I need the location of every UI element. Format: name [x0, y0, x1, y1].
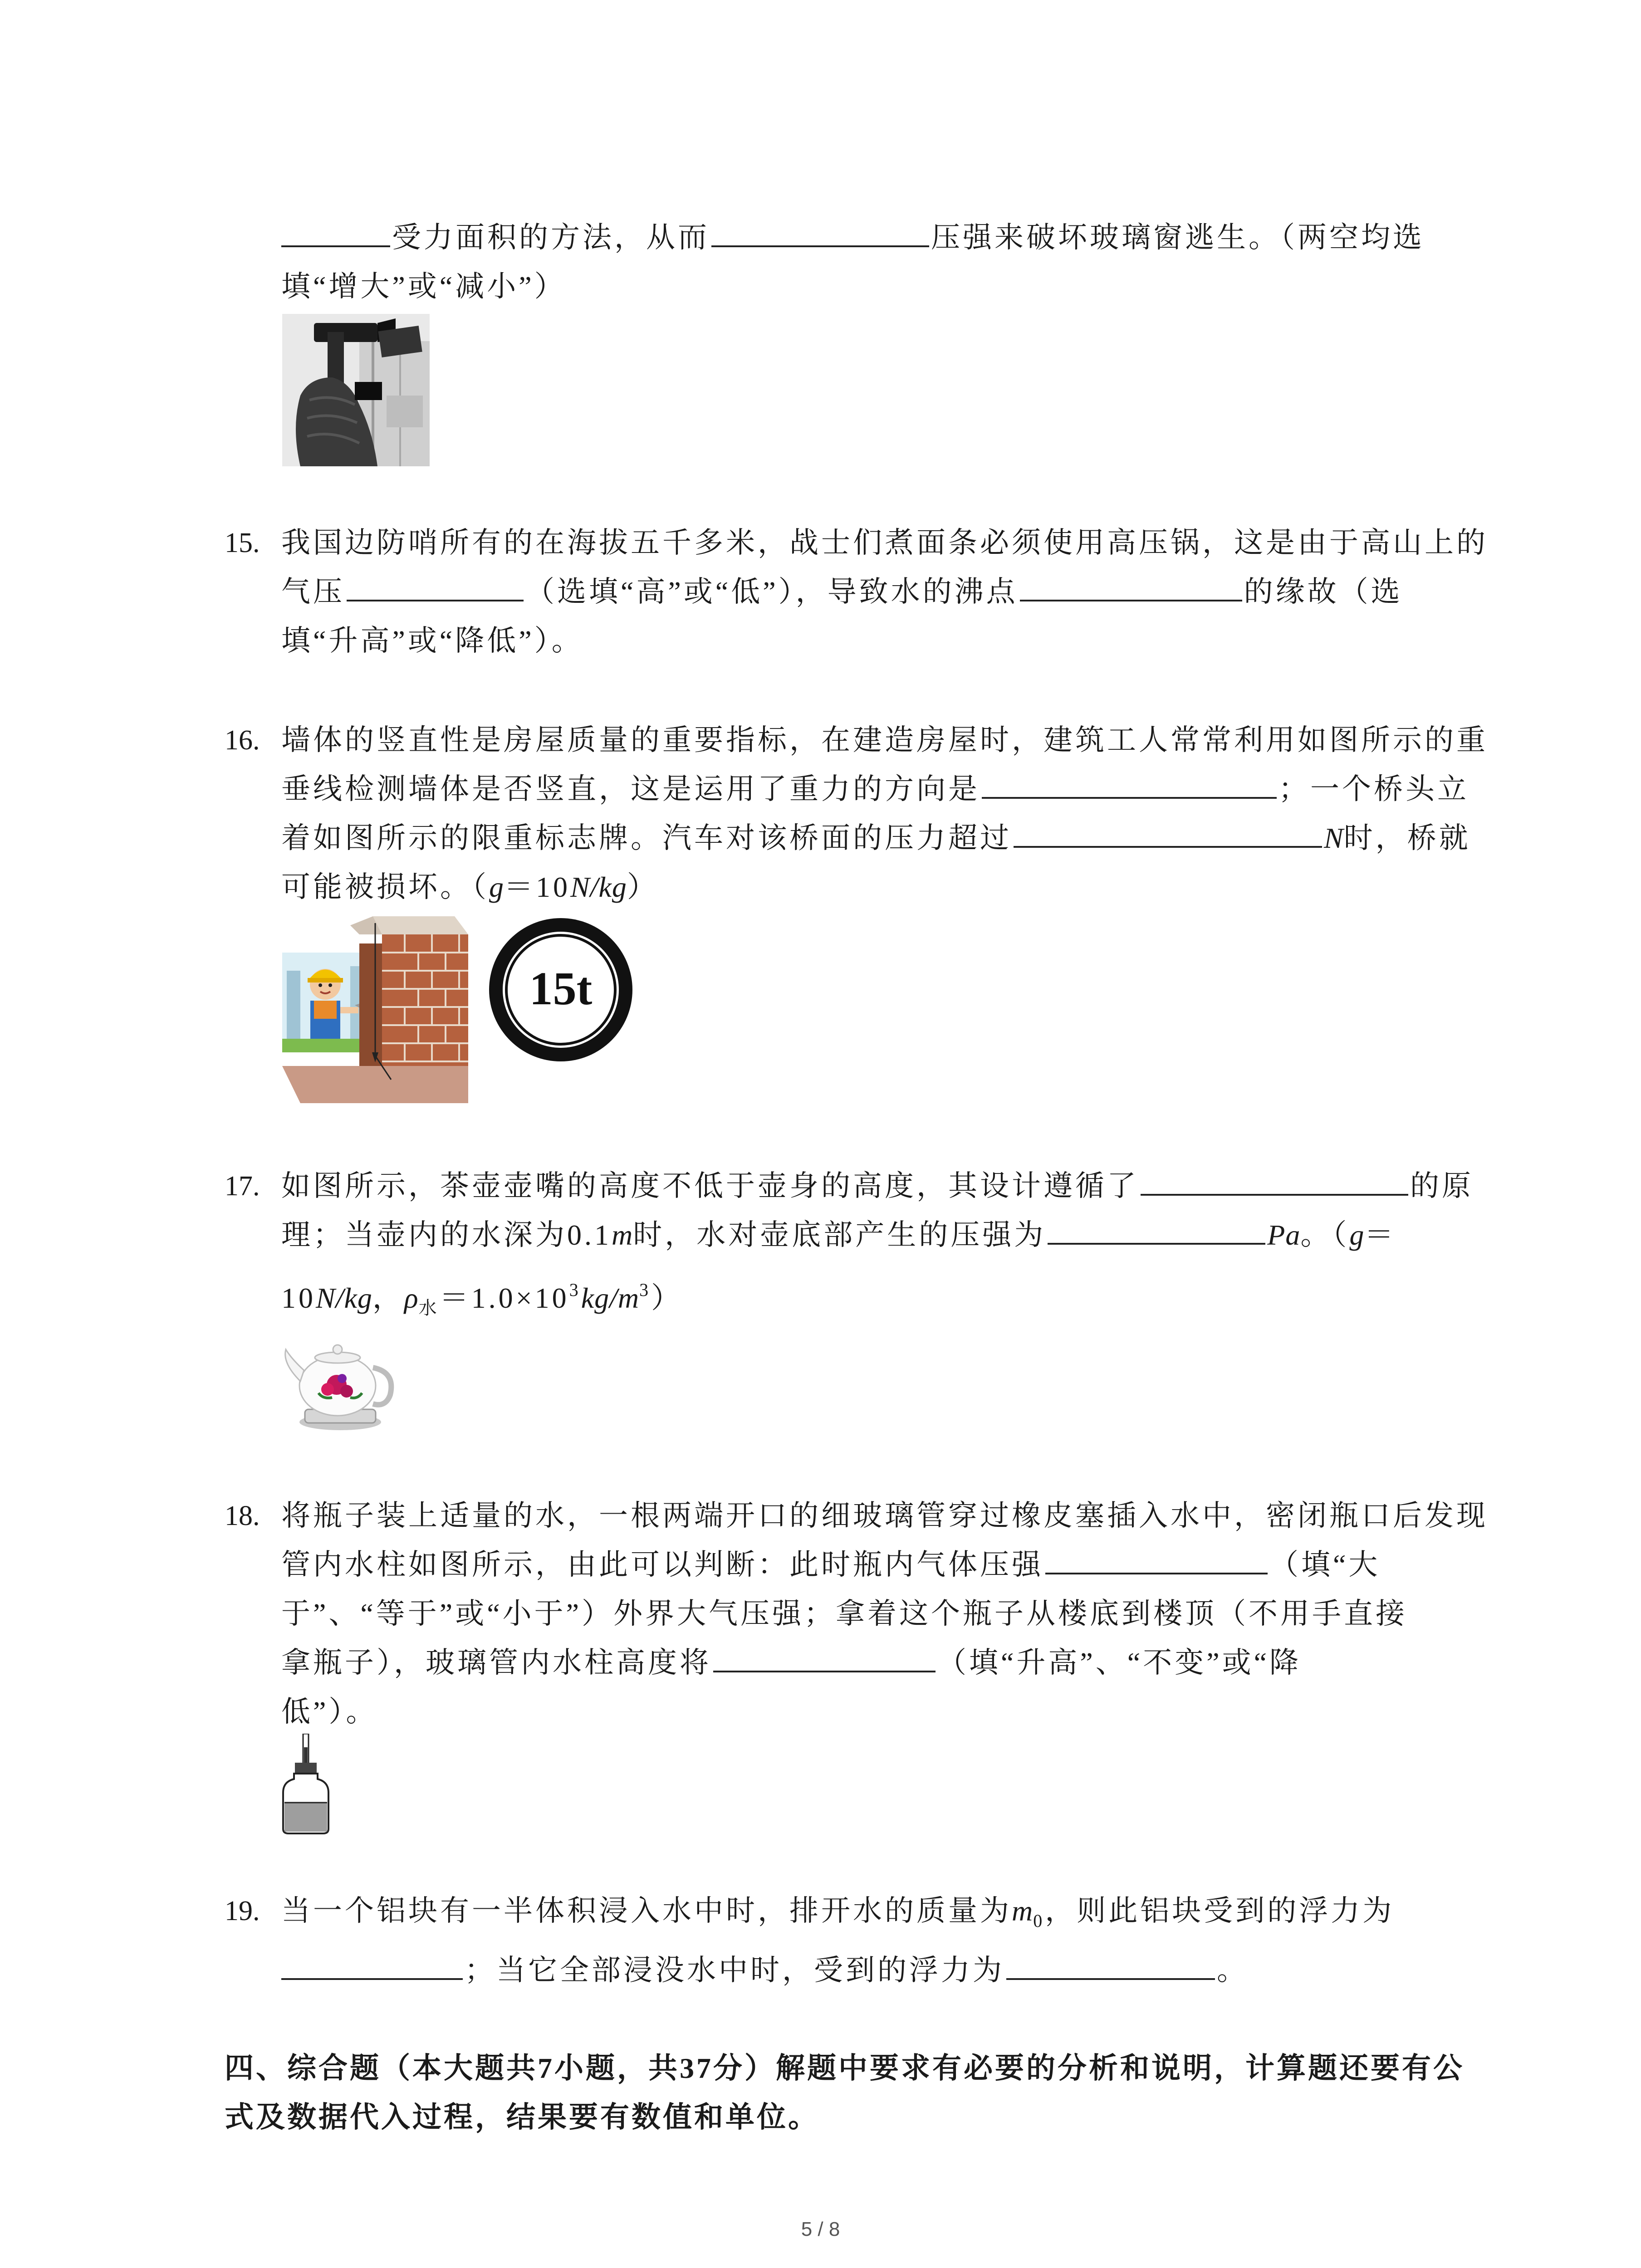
q17-text: 如图所示，茶壶壶嘴的高度不低于壶身的高度，其设计遵循了: [281, 1170, 1139, 1202]
q17-text: ）: [651, 1282, 683, 1314]
q19-blank-1: [281, 1946, 463, 1980]
q17-line-1: [281, 1162, 1474, 1211]
q16-math-kg: kg: [598, 871, 627, 903]
q15-text: （选填“高”或“低”），导致水的沸点: [525, 576, 1018, 608]
q15-text: 气压: [281, 576, 345, 608]
q19-text: ，则此铝块受到的浮力为: [1045, 1895, 1395, 1927]
q17-math-g: g: [1349, 1219, 1365, 1251]
q17-math-sup: 3: [569, 1280, 581, 1300]
q18-text: 低”）。: [281, 1696, 378, 1728]
q17-math-kg: kg: [344, 1282, 372, 1314]
q18-blank-1: [1045, 1541, 1268, 1574]
q16-line-2: [281, 765, 1469, 814]
q17-text: ＝: [1364, 1219, 1396, 1251]
q18-line-4: [281, 1638, 1301, 1687]
section-heading: 式及数据代入过程，结果要有数值和单位。: [225, 2101, 819, 2133]
q16-text: 时，桥就: [1343, 822, 1471, 854]
q14-blank-2: [711, 214, 929, 247]
q15-text: 的缘故（选: [1244, 576, 1403, 608]
q17-text: 时，水对壶底部产生的压强为: [633, 1219, 1046, 1251]
q15-blank-2: [1020, 568, 1242, 601]
worker-wall-figure: [282, 916, 468, 1103]
q16-math-slash: /: [590, 871, 599, 903]
q19-math-sub: 0: [1033, 1911, 1045, 1931]
q16-text: ）: [627, 871, 659, 903]
q17-line-2: [281, 1211, 1396, 1260]
q16-line-3: [281, 814, 1471, 863]
q18-blank-2: [713, 1639, 936, 1672]
q18-text: 拿瓶子），玻璃管内水柱高度将: [281, 1647, 711, 1679]
weight-limit-sign: [488, 917, 633, 1062]
q19-number: 19.: [225, 1896, 260, 1926]
bottle-figure: [281, 1734, 330, 1834]
q16-blank-2: [1014, 814, 1322, 848]
q19-blank-2: [1006, 1946, 1215, 1980]
q14-blank-1: [281, 214, 390, 247]
q17-blank-1: [1141, 1162, 1408, 1196]
q16-math: ＝10: [504, 871, 570, 903]
q18-text: （填“升高”、“不变”或“降: [937, 1647, 1302, 1679]
section-heading-line-2: [225, 2093, 819, 2142]
q17-math-sup: 3: [639, 1280, 652, 1300]
q19-line-2: [281, 1946, 1249, 1995]
q17-math-m: m: [617, 1282, 640, 1314]
q16-math-n: N: [570, 871, 590, 903]
q19-math-m: m: [1012, 1895, 1034, 1927]
q17-math-n: N: [316, 1282, 336, 1314]
q15-number: 15.: [225, 528, 260, 558]
q17-line-3: [281, 1266, 683, 1318]
q17-text: 理；当壶内的水深为0.1: [281, 1219, 612, 1251]
q18-text: 管内水柱如图所示，由此可以判断：此时瓶内气体压强: [281, 1549, 1043, 1581]
q15-line-3: [281, 616, 583, 665]
q17-blank-2: [1048, 1211, 1265, 1245]
q17-math-slash: /: [609, 1282, 618, 1314]
q19-text: 当一个铝块有一半体积浸入水中时，排开水的质量为: [281, 1895, 1012, 1927]
q15-text: 填“升高”或“降低”）。: [281, 625, 583, 657]
q14-text: 压强来破坏玻璃窗逃生。（两空均选: [931, 221, 1425, 254]
q17-text: 。（: [1300, 1219, 1350, 1251]
section-heading-line-1: [225, 2044, 1465, 2093]
q17-text: 的原: [1410, 1170, 1474, 1202]
q17-math-sub: 水: [418, 1298, 440, 1318]
q14-text: 受力面积的方法，从而: [392, 221, 710, 254]
q18-text: 将瓶子装上适量的水，一根两端开口的细玻璃管穿过橡皮塞插入水中，密闭瓶口后发现: [281, 1500, 1488, 1532]
q17-number: 17.: [225, 1171, 260, 1202]
sign-text: 15t: [529, 963, 593, 1015]
q18-number: 18.: [225, 1501, 260, 1531]
q16-blank-1: [982, 765, 1277, 799]
teapot-figure: [282, 1331, 398, 1432]
q16-line-1: [281, 716, 1488, 765]
q19-text: 。: [1217, 1954, 1249, 1986]
q17-text: ，: [372, 1282, 404, 1314]
q17-math: ＝1.0×10: [439, 1282, 569, 1314]
q16-line-4: [281, 863, 659, 912]
q15-line-1: [281, 518, 1488, 567]
q18-line-2: [281, 1540, 1380, 1589]
q16-text: 墙体的竖直性是房屋质量的重要指标，在建造房屋时，建筑工人常常利用如图所示的重: [281, 724, 1488, 756]
q16-number: 16.: [225, 725, 260, 756]
q18-line-3: [281, 1589, 1407, 1638]
q18-line-1: [281, 1491, 1488, 1540]
q17-math-slash: /: [335, 1282, 344, 1314]
q14-line-1: [281, 213, 1425, 262]
q16-text: ；一个桥头立: [1279, 773, 1469, 805]
q14-text: 填“增大”或“减小”）: [281, 270, 566, 303]
q15-line-2: [281, 567, 1403, 616]
q17-math-kg: kg: [581, 1282, 610, 1314]
q16-math-g: g: [489, 871, 504, 903]
q16-unit-n: N: [1324, 822, 1344, 854]
q18-text: （填“大: [1269, 1549, 1381, 1581]
q16-text: 可能被损坏。（: [281, 871, 489, 903]
q17-math: 10: [281, 1282, 316, 1314]
q15-blank-1: [347, 568, 524, 601]
q19-text: ；当它全部浸没水中时，受到的浮力为: [465, 1954, 1004, 1986]
q16-text: 垂线检测墙体是否竖直，这是运用了重力的方向是: [281, 773, 980, 805]
q17-unit-pa: Pa: [1267, 1219, 1301, 1251]
q17-math-rho: ρ: [404, 1282, 419, 1314]
q19-line-1: [281, 1887, 1394, 1936]
q15-text: 我国边防哨所有的在海拔五千多米，战士们煮面条必须使用高压锅，这是由于高山上的: [281, 527, 1488, 559]
page-number: 5 / 8: [801, 2218, 840, 2240]
q18-line-5: [281, 1687, 377, 1736]
q17-math-m: m: [612, 1219, 633, 1251]
q14-line-2: [281, 262, 566, 311]
hammer-figure: [282, 314, 430, 466]
q16-text: 着如图所示的限重标志牌。汽车对该桥面的压力超过: [281, 822, 1012, 854]
section-heading: 四、综合题（本大题共7小题，共37分）解题中要求有必要的分析和说明，计算题还要有公: [225, 2052, 1465, 2084]
q18-text: 于”、“等于”或“小于”）外界大气压强；拿着这个瓶子从楼底到楼顶（不用手直接: [281, 1598, 1408, 1630]
